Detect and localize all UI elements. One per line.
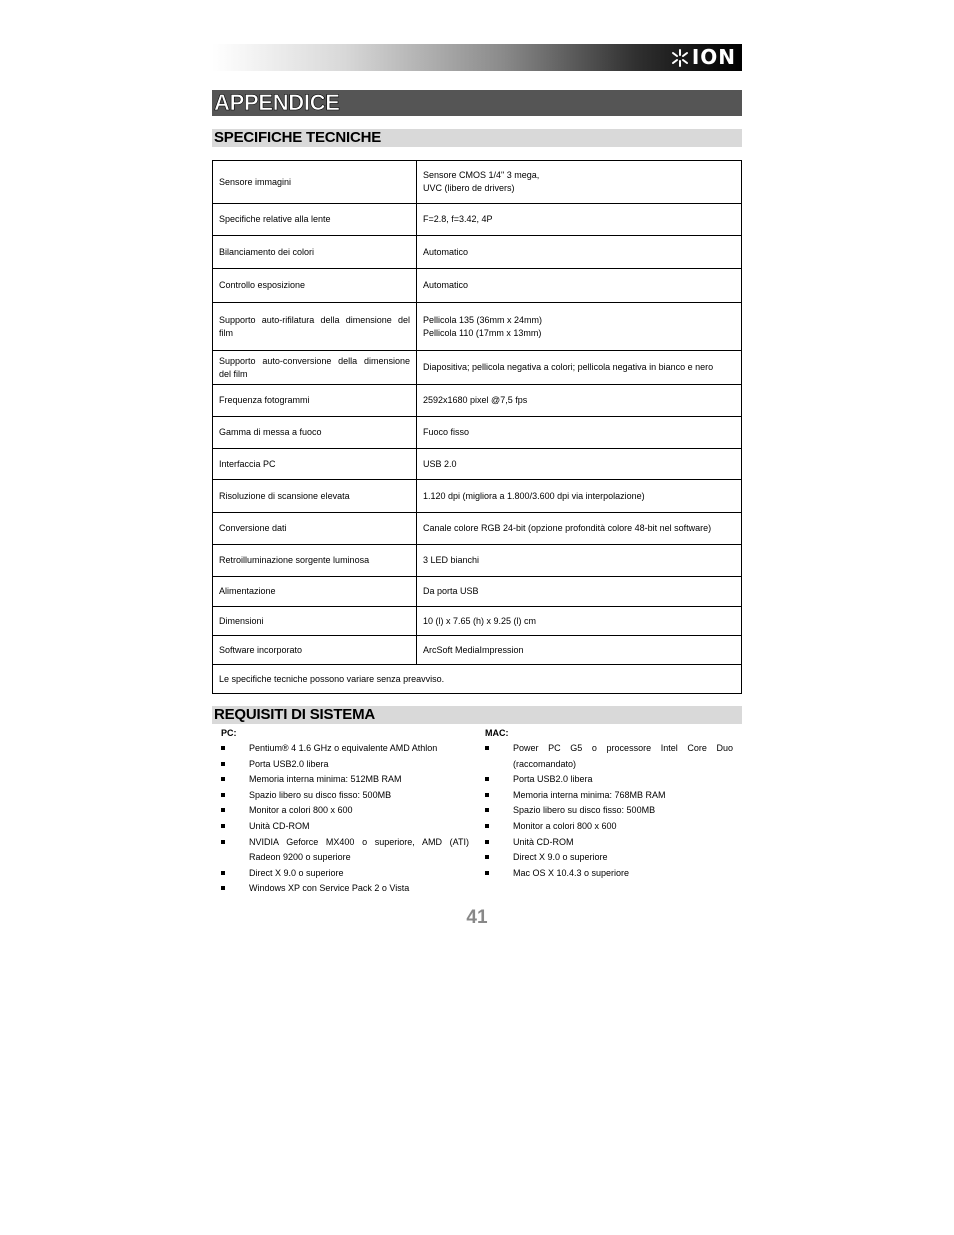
pc-requirements-list	[212, 741, 469, 897]
requirement-text: Spazio libero su disco fisso: 500MB	[249, 789, 392, 800]
requirement-text: Mac OS X 10.4.3 o superiore	[513, 867, 630, 878]
bullet-icon	[221, 762, 225, 766]
spec-label: Supporto auto-conversione della dimensione del film	[213, 351, 417, 385]
brand-name: ION	[691, 45, 736, 69]
requirement-text: Monitor a colori 800 x 600	[249, 805, 353, 816]
spec-value-line: Automatico	[423, 280, 469, 290]
spec-row	[213, 480, 742, 513]
requirement-text: Power PC G5 o processore Intel Core Duo	[513, 743, 733, 753]
spec-value-line: Fuoco fisso	[423, 427, 470, 437]
spec-row	[213, 161, 742, 204]
requirement-text: Porta USB2.0 libera	[249, 758, 329, 769]
bullet-icon	[221, 793, 225, 797]
requirement-item	[212, 741, 469, 757]
appendix-title-band	[212, 90, 742, 116]
ion-logo	[671, 46, 736, 69]
spec-value	[417, 607, 742, 636]
spec-value	[417, 577, 742, 607]
requirement-item	[476, 819, 733, 835]
spec-value-line: Canale colore RGB 24-bit (opzione profondità colore 48-bit nel software)	[423, 523, 712, 533]
bullet-icon	[221, 746, 225, 750]
spec-value	[417, 303, 742, 351]
spec-footnote: Le specifiche tecniche possono variare senza preavviso.	[213, 665, 742, 694]
spec-value-line: Diapositiva; pellicola negativa a colori; pellicola negativa in bianco e nero	[423, 362, 714, 372]
spec-footnote-row	[213, 665, 742, 694]
spec-value-line: ArcSoft MediaImpression	[423, 644, 524, 655]
requirement-item	[212, 803, 469, 819]
spec-label: Retroilluminazione sorgente luminosa	[213, 545, 417, 577]
mac-heading: MAC:	[485, 728, 509, 738]
header-bar	[212, 44, 742, 71]
bullet-icon	[485, 777, 489, 781]
spec-value	[417, 545, 742, 577]
spec-value	[417, 636, 742, 665]
spec-label: Specifiche relative alla lente	[213, 204, 417, 236]
requirement-item	[212, 866, 469, 882]
requirement-text: Unità CD-ROM	[249, 820, 310, 831]
bullet-icon	[485, 824, 489, 828]
requirement-text: NVIDIA Geforce MX400 o superiore, AMD (ATI)	[249, 836, 469, 847]
bullet-icon	[485, 855, 489, 859]
spec-value	[417, 204, 742, 236]
requirement-item	[476, 835, 733, 851]
spec-row	[213, 303, 742, 351]
spec-value	[417, 161, 742, 204]
spec-row	[213, 351, 742, 385]
spec-label: Controllo esposizione	[213, 269, 417, 303]
spec-row	[213, 513, 742, 545]
spec-row	[213, 449, 742, 480]
requirement-item	[476, 788, 733, 804]
requirement-text: Pentium® 4 1.6 GHz o equivalente AMD Athlon	[249, 743, 438, 753]
spec-value-line: USB 2.0	[423, 458, 457, 469]
bullet-icon	[221, 871, 225, 875]
spec-row	[213, 236, 742, 269]
spec-value-line: 3 LED bianchi	[423, 555, 480, 565]
spec-label: Gamma di messa a fuoco	[213, 417, 417, 449]
bullet-icon	[485, 808, 489, 812]
spec-value-line: Pellicola 110 (17mm x 13mm)	[423, 327, 542, 338]
bullet-icon	[221, 886, 225, 890]
requirement-text: Radeon 9200 o superiore	[249, 852, 351, 863]
requirement-item	[212, 757, 469, 773]
spec-value	[417, 449, 742, 480]
requirement-item	[212, 835, 469, 866]
requirement-item	[476, 850, 733, 866]
spec-value-line: Automatico	[423, 246, 469, 257]
bullet-icon	[485, 746, 489, 750]
requirement-item	[476, 866, 733, 882]
specs-title: SPECIFICHE TECNICHE	[214, 129, 382, 146]
spec-value-line: 2592x1680 pixel @7,5 fps	[423, 395, 528, 405]
spec-value-line: Da porta USB	[423, 586, 479, 596]
spec-label: Bilanciamento dei colori	[213, 236, 417, 269]
requirements-title: REQUISITI DI SISTEMA	[214, 706, 376, 723]
spec-row	[213, 385, 742, 417]
spec-row	[213, 577, 742, 607]
spec-label: Alimentazione	[213, 577, 417, 607]
bullet-icon	[485, 793, 489, 797]
spec-label: Sensore immagini	[213, 161, 417, 204]
page-number: 41	[466, 907, 488, 928]
spec-label: Frequenza fotogrammi	[213, 385, 417, 417]
requirement-item	[212, 819, 469, 835]
spec-value-line: 10 (l) x 7.65 (h) x 9.25 (l) cm	[423, 615, 537, 626]
requirement-text: Direct X 9.0 o superiore	[513, 852, 608, 863]
mac-requirements-list	[476, 741, 733, 881]
spec-value	[417, 351, 742, 385]
spec-value	[417, 513, 742, 545]
spec-value	[417, 385, 742, 417]
requirement-text: Porta USB2.0 libera	[513, 774, 593, 785]
spec-row	[213, 636, 742, 665]
spec-value-line: 1.120 dpi (migliora a 1.800/3.600 dpi via interpolazione)	[423, 490, 645, 501]
specs-table	[212, 160, 742, 694]
spec-row	[213, 607, 742, 636]
requirement-text: Spazio libero su disco fisso: 500MB	[513, 805, 656, 816]
spec-label: Interfaccia PC	[213, 449, 417, 480]
requirement-text: Memoria interna minima: 768MB RAM	[513, 789, 666, 800]
pc-heading: PC:	[221, 728, 237, 738]
requirements-title-band	[212, 706, 742, 724]
requirement-text: Memoria interna minima: 512MB RAM	[249, 774, 402, 785]
spec-row	[213, 269, 742, 303]
bullet-icon	[485, 840, 489, 844]
spec-value-line: Sensore CMOS 1/4" 3 mega,	[423, 170, 540, 180]
spec-row	[213, 545, 742, 577]
spec-value-line: UVC (libero de drivers)	[423, 183, 515, 193]
requirement-item	[476, 803, 733, 819]
requirement-text: Unità CD-ROM	[513, 836, 574, 847]
spec-value-line: F=2.8, f=3.42, 4P	[423, 214, 493, 224]
spec-value	[417, 480, 742, 513]
spec-row	[213, 417, 742, 449]
spec-value	[417, 236, 742, 269]
spec-row	[213, 204, 742, 236]
pc-requirements	[212, 728, 469, 897]
requirement-text: Windows XP con Service Pack 2 o Vista	[249, 883, 410, 894]
appendix-title: APPENDICE	[214, 90, 340, 115]
spec-value	[417, 269, 742, 303]
bullet-icon	[221, 777, 225, 781]
spec-label: Supporto auto-rifilatura della dimensione del film	[213, 303, 417, 351]
requirement-item	[476, 772, 733, 788]
bullet-icon	[221, 840, 225, 844]
requirement-text: Direct X 9.0 o superiore	[249, 867, 344, 878]
ion-star-icon	[671, 49, 689, 67]
spec-value	[417, 417, 742, 449]
bullet-icon	[221, 824, 225, 828]
bullet-icon	[485, 871, 489, 875]
requirement-item	[212, 772, 469, 788]
mac-requirements	[476, 728, 733, 881]
spec-label: Risoluzione di scansione elevata	[213, 480, 417, 513]
spec-label: Software incorporato	[213, 636, 417, 665]
requirement-text: (raccomandato)	[513, 758, 577, 769]
requirement-text: Monitor a colori 800 x 600	[513, 820, 617, 831]
requirement-item	[476, 741, 733, 772]
bullet-icon	[221, 808, 225, 812]
spec-label: Dimensioni	[213, 607, 417, 636]
specs-title-band	[212, 129, 742, 147]
spec-value-line: Pellicola 135 (36mm x 24mm)	[423, 314, 543, 325]
requirement-item	[212, 788, 469, 804]
requirement-item	[212, 881, 469, 897]
spec-label: Conversione dati	[213, 513, 417, 545]
